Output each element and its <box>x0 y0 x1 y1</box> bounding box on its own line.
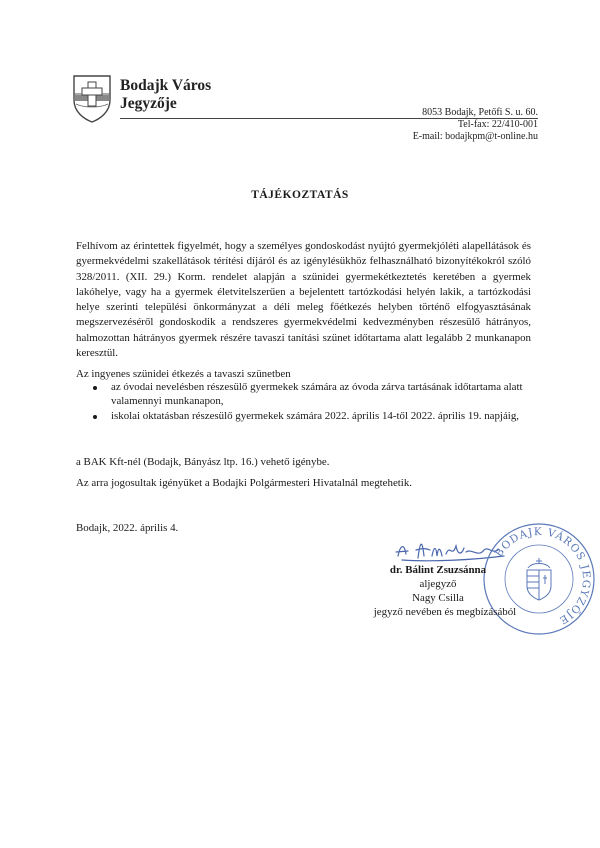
org-name-line1: Bodajk Város <box>120 77 212 94</box>
provider-text: a BAK Kft-nél (Bodajk, Bányász ltp. 16.) vehető igénybe. <box>76 456 330 468</box>
list-item <box>76 409 536 423</box>
signatory-name: dr. Bálint Zsuzsánna <box>389 564 487 576</box>
bullet-icon <box>93 386 97 390</box>
address-text: 8053 Bodajk, Petőfi S. u. 60. <box>422 107 538 118</box>
document-date: Bodajk, 2022. április 4. <box>76 522 179 534</box>
email-text: E-mail: bodajkpm@t-online.hu <box>412 131 538 142</box>
claim-text: Az arra jogosultak igényüket a Bodajki Polgármesteri Hivatalnál megtehetik. <box>76 477 412 489</box>
org-name-line2: Jegyzője <box>120 95 177 112</box>
body-paragraph: Felhívom az érintettek figyelmét, hogy a személyes gondoskodást nyújtó gyermekjóléti alapellátások és gyermekvédelmi szakellátások térítési díjáról és az igénylésükhöz felhasználható bizonyítékokról szóló 328/2011. (XII. 29.) Korm. rendelet alapján a szünidei gyermekétkeztetés keretében a gyermek lakóhelye, vagy ha a gyermek életvitelszerűen a bejelentett tartózkodási helyén lakik, a tartózkodási helye szerinti települési önkormányzat a déli meleg főétkezés helyben történő elfogyasztásának megszervezéséről gondoskodik a rendszeres gyermekvédelmi kedvezményben részesülő hátrányos, halmozottan hátrányos gyermek részére tavaszi tanítási szünet időtartama alatt legalább 2 munkanapon keresztül. <box>76 240 531 360</box>
list-item-text: az óvodai nevelésben részesülő gyermekek számára az óvoda zárva tartásának időtartama alatt valamennyi munkanapon, <box>111 381 523 407</box>
document-title: TÁJÉKOZTATÁS <box>251 189 349 201</box>
hungarian-crest-icon <box>527 558 551 600</box>
phone-text: Tel-fax: 22/410-001 <box>457 119 538 130</box>
list-item <box>76 380 536 408</box>
bullet-icon <box>93 415 97 419</box>
intro-text: Az ingyenes szünidei étkezés a tavaszi szünetben <box>76 368 291 380</box>
bullet-list <box>76 380 536 424</box>
secondary-signatory: Nagy Csilla <box>412 592 464 604</box>
svg-text:BODAJK VÁROS JEGYZŐJE: BODAJK VÁROS JEGYZŐJE <box>492 525 593 627</box>
signatory-note: jegyző nevében és megbízásából <box>373 606 517 618</box>
list-item-text: iskolai oktatásban részesülő gyermekek számára 2022. április 14-től 2022. április 19. napjáig, <box>111 410 519 422</box>
signatory-role: aljegyző <box>419 578 457 590</box>
coat-of-arms-icon <box>72 74 112 124</box>
